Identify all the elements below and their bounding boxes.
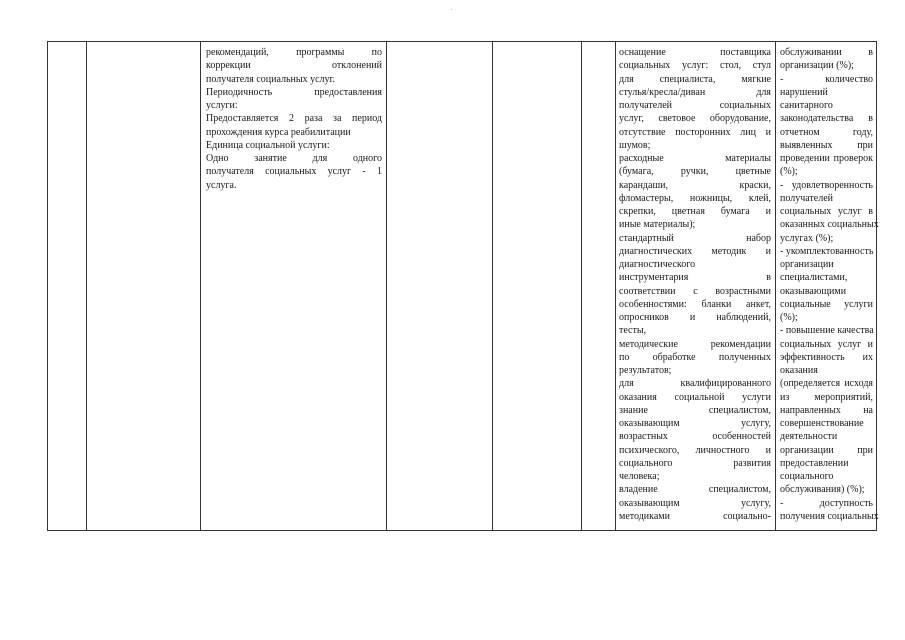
text-line: организации (780, 259, 834, 270)
text-line: владение специалистом, (619, 484, 771, 496)
text-line: Одно занятие для одного (206, 153, 382, 164)
text-line: - повышение качества (780, 325, 874, 337)
cell-deadline (387, 42, 493, 531)
cell-per-capita-norm (493, 42, 582, 531)
text-line: социальных услуг в (780, 206, 873, 217)
text-line: диагностического (619, 259, 696, 270)
text-line: нарушений (780, 86, 828, 98)
text-line: скрепки, цветная бумага и (619, 206, 771, 217)
text-line: оказывающим услугу, (619, 418, 771, 429)
text-line: услуга. (206, 179, 237, 191)
text-line: оказания социальной услуги (619, 391, 771, 403)
cell-service-name (87, 42, 201, 531)
text-line: знание специалистом, (619, 404, 771, 416)
text-line: Единица социальной услуги: (206, 139, 330, 151)
text-line: оснащение поставщика (619, 47, 771, 58)
text-line: карандаши, краски, (619, 179, 771, 191)
text-line: шумов; (619, 139, 651, 151)
text-line: совершенствование (780, 418, 864, 429)
text-line: организации при (780, 444, 873, 456)
text-line: обслуживании в (780, 47, 873, 58)
text-line: (бумага, ручки, цветные (619, 166, 771, 178)
text-line: - количество (780, 73, 873, 85)
text-line: из мероприятий, (780, 391, 873, 403)
text-line: услуг, световое оборудование, (619, 113, 771, 125)
text-line: организации (%); (780, 60, 854, 72)
text-line: (%); (780, 166, 798, 178)
text-line: рекомендаций, программы по (206, 47, 382, 58)
text-line: выявленных при (780, 139, 873, 151)
text-line: получателей (780, 192, 834, 204)
text-line: получателя социальных услуг - 1 (206, 166, 382, 178)
cell-conditions (616, 42, 776, 531)
text-line: социальных услуг: стол, стул (619, 60, 771, 72)
text-line: диагностических методик и (619, 245, 771, 257)
text-line: психического, личностного и (619, 444, 771, 456)
text-line: услуги: (206, 100, 238, 111)
text-line: для квалифицированного (619, 378, 771, 390)
table-row (48, 42, 877, 531)
text-line: обслуживания) (%); (780, 484, 865, 496)
text-line: инструментария в (619, 272, 771, 284)
text-line: опросников и наблюдений, (619, 312, 771, 323)
services-standard-table (47, 41, 877, 531)
service-description-text (206, 46, 382, 192)
text-line: санитарного (780, 100, 833, 111)
text-line: отчетном году, (780, 126, 873, 138)
text-line: предоставлении (780, 457, 849, 469)
text-line: тесты, (619, 325, 647, 337)
cell-narrow (582, 42, 616, 531)
text-line: проведении проверок (780, 153, 873, 164)
text-line: иные материалы); (619, 219, 696, 231)
text-line: - доступность (780, 497, 873, 509)
text-line: оказанных социальных (780, 219, 879, 231)
cell-quality-indicators (776, 42, 877, 531)
scan-speck (451, 9, 452, 10)
text-line: эффективность их (780, 351, 873, 363)
text-line: отсутствие посторонних лиц и (619, 126, 771, 138)
text-line: социальные услуги (780, 298, 873, 310)
text-line: соответствии с возрастными (619, 285, 771, 297)
text-line: фломастеры, ножницы, клей, (619, 192, 771, 204)
text-line: направленных на (780, 404, 873, 416)
text-line: методиками социально- (619, 510, 771, 522)
text-line: получателя социальных услуг. (206, 73, 336, 85)
text-line: возрастных особенностей (619, 431, 771, 443)
text-line: законодательства в (780, 113, 873, 125)
cell-number (48, 42, 87, 531)
text-line: - удовлетворенность (780, 179, 873, 191)
text-line: для специалиста, мягкие (619, 73, 771, 85)
text-line: оказывающим услугу, (619, 497, 771, 509)
text-line: стандартный набор (619, 232, 771, 244)
conditions-text (619, 46, 771, 523)
text-line: - укомплектованность (780, 245, 874, 257)
text-line: деятельности (780, 431, 838, 443)
text-line: особенностями: бланки анкет, (619, 298, 771, 310)
text-line: оказывающими (780, 285, 847, 297)
text-line: социального развития (619, 457, 771, 469)
text-line: человека; (619, 471, 660, 482)
text-line: услугах (%); (780, 232, 834, 244)
text-line: получения социальных (780, 510, 879, 522)
text-line: получателей социальных (619, 100, 771, 111)
text-line: Периодичность предоставления (206, 86, 382, 98)
text-line: стулья/кресла/диван для (619, 86, 771, 98)
quality-indicators-text (780, 46, 879, 523)
text-line: методические рекомендации (619, 338, 771, 350)
cell-service-description (201, 42, 387, 531)
text-line: (%); (780, 312, 798, 323)
text-line: специалистами, (780, 272, 848, 284)
text-line: коррекции отклонений (206, 60, 382, 72)
text-line: расходные материалы (619, 153, 771, 164)
text-line: оказания (780, 365, 818, 376)
text-line: социального (780, 471, 834, 482)
text-line: по обработке полученных (619, 351, 771, 363)
text-line: результатов; (619, 365, 672, 376)
text-line: (определяется исходя (780, 378, 873, 390)
text-line: Предоставляется 2 раза за период (206, 113, 382, 125)
text-line: прохождения курса реабилитации (206, 126, 351, 138)
text-line: социальных услуг и (780, 338, 873, 350)
